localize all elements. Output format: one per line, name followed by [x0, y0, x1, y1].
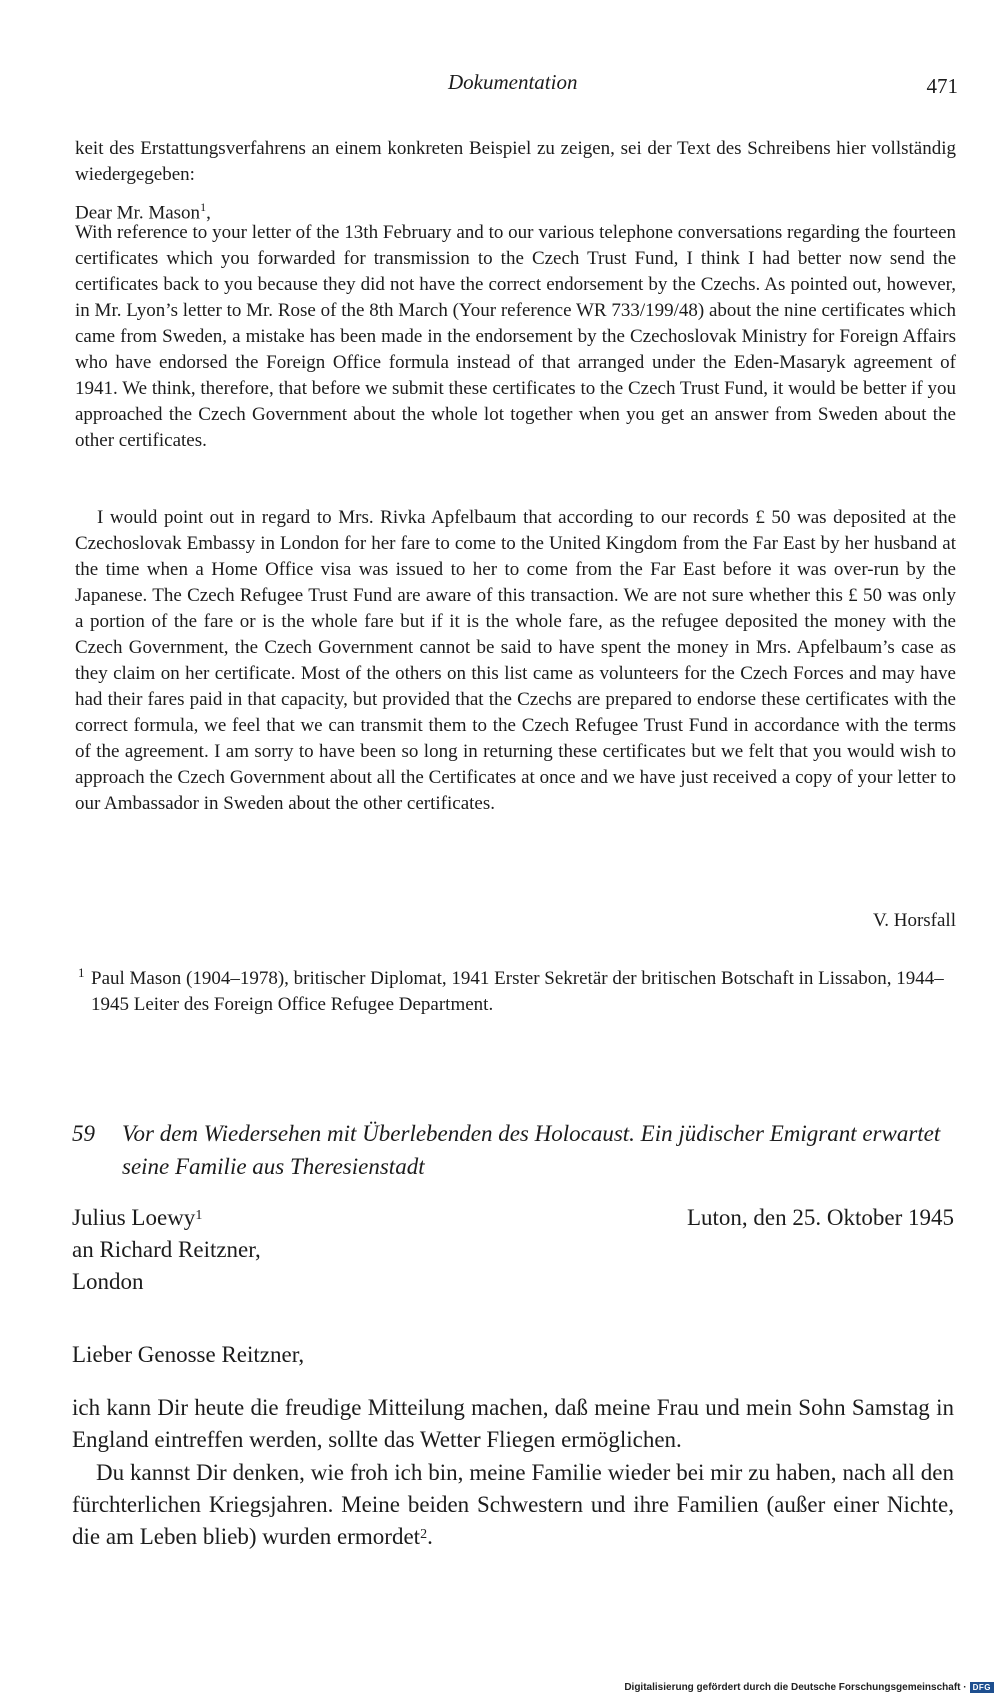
salutation-text: Dear Mr. Mason — [75, 202, 201, 224]
funding-note — [624, 1682, 994, 1693]
sender-line — [72, 1202, 261, 1234]
intro-paragraph: keit des Erstattungsverfahrens an einem konkreten Beispiel zu zeigen, sei der Text des Schreibens hier vollständig wiedergegeben: — [75, 138, 956, 185]
recipient-line: an Richard Reitzner, — [72, 1237, 261, 1262]
letter-paragraph-2: I would point out in regard to Mrs. Rivka Apfelbaum that according to our records £ 50 was deposited at the Czechoslovak Embassy in London for her fare to come to the United Kingdom from the Far East by her husband at the time when a Home Office visa was issued to her to come from the Far East before it was over-run by the Japanese. The Czech Refugee Trust Fund are aware of this transaction. We are not sure whether this £ 50 was only a portion of the fare or is the whole fare but if it is the whole fare, as the refugee deposited the money with the Czech Government, the Czech Government cannot be said to have spent the money in Mrs. Apfelbaum’s case as they claim on her certificate. Most of the others on this list came as volunteers for the Czech Forces and may have had their fares paid in that capacity, but provided that the Czechs are prepared to endorse these certificates with the correct formula, we feel that we can transmit them to the Czech Refugee Trust Fund in accordance with the terms of the agreement. I am sorry to have been so long in returning these certificates but we felt that you would wish to approach the Czech Government about all the Certificates at once and we have just received a copy of your letter to our Ambassador in Sweden about the other certificates. — [75, 507, 956, 814]
funding-text: Digitalisierung gefördert durch die Deutsche Forschungsgemeinschaft · — [624, 1682, 967, 1693]
running-head: Dokumentation — [448, 70, 578, 94]
letter2-paragraph-1: ich kann Dir heute die freudige Mitteilung machen, daß meine Frau und mein Sohn Samstag in England eintreffen werden, sollte das Wetter Fliegen ermöglichen. — [72, 1395, 954, 1452]
sender-block — [72, 1202, 261, 1298]
letter2-paragraph-2 — [72, 1457, 954, 1553]
footnote-ref: 1 — [200, 200, 207, 214]
sender-name: Julius Loewy — [72, 1205, 196, 1230]
footnote-text: Paul Mason (1904–1978), britischer Diplomat, 1941 Erster Sekretär der britischen Botschaft in Lissabon, 1944–1945 Leiter des Foreign Office Refugee Department. — [91, 968, 944, 1015]
footnote-mark: 1 — [78, 965, 85, 980]
place-date: Luton, den 25. Oktober 1945 — [686, 1205, 954, 1230]
footnote — [78, 966, 958, 1018]
document-title: Vor dem Wiedersehen mit Überlebenden des Holocaust. Ein jüdischer Emigrant erwartet seine Familie aus Theresienstadt — [122, 1121, 941, 1179]
recipient-city: London — [72, 1269, 144, 1294]
footnote-ref: 2 — [420, 1527, 428, 1542]
dfg-logo: DFG — [970, 1682, 994, 1693]
document-heading — [72, 1117, 962, 1183]
letter-greeting: Lieber Genosse Reitzner, — [72, 1342, 305, 1367]
paragraph-text: Du kannst Dir denken, wie froh ich bin, meine Familie wieder bei mir zu haben, nach all den fürchterlichen Kriegsjahren. Meine beiden Schwestern und ihre Familien (außer einer Nichte, die am Leben blieb) wurden ermordet — [72, 1460, 954, 1549]
footnote-ref: 1 — [195, 1208, 203, 1223]
salutation-comma: , — [206, 202, 211, 224]
letter-signature: V. Horsfall — [872, 910, 956, 931]
letter-paragraph-1: With reference to your letter of the 13th February and to our various telephone conversations regarding the fourteen certificates which you forwarded for transmission to the Czech Trust Fund, I think I had better now send the certificates back to you because they did not have the correct endorsement by the Czechs. As pointed out, however, in Mr. Lyon’s letter to Mr. Rose of the 8th March (Your reference WR 733/199/48) about the nine certificates which came from Sweden, a mistake has been made in the endorsement by the Czechoslovak Ministry for Foreign Affairs who have endorsed the Foreign Office formula instead of that arranged under the Eden-Masaryk agreement of 1941. We think, therefore, that before we submit these certificates to the Czech Trust Fund, it would be better if you approached the Czech Government about the whole lot together when you get an answer from Sweden about the other certificates. — [75, 222, 956, 451]
page-number: 471 — [926, 74, 958, 98]
document-number: 59 — [72, 1121, 95, 1146]
paragraph-end: . — [427, 1524, 433, 1549]
